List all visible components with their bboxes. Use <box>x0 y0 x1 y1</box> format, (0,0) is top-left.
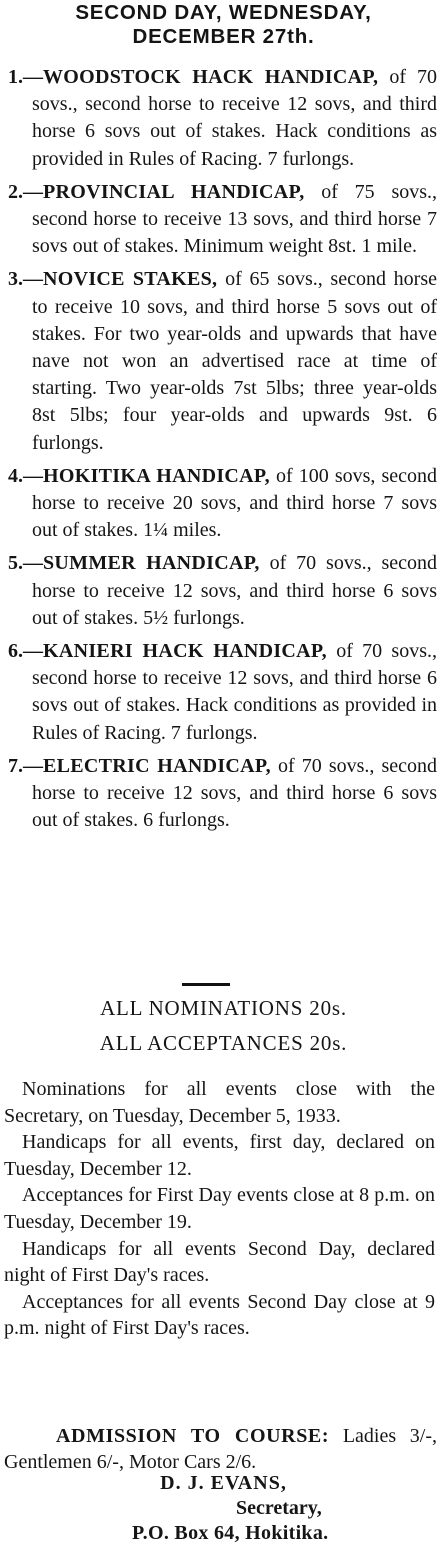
note-paragraph: Handicaps for all events Second Day, declared night of First Day's races. <box>4 1237 435 1287</box>
notes-block <box>0 1076 447 1342</box>
race-number: 3.— <box>8 268 43 291</box>
race-number: 2.— <box>8 180 43 203</box>
nominations-fee: ALL NOMINATIONS 20s. <box>100 996 347 1020</box>
race-conditions: of 70 sovs., second horse to receive 12 sovs, and third horse 6 sovs out of stakes. Hack conditions as provided in Rules of Racing. 7 furlongs. <box>32 640 437 744</box>
admission-paragraph <box>0 1423 447 1475</box>
race-name: PROVINCIAL HANDICAP, <box>43 180 305 203</box>
race-item <box>0 179 447 261</box>
race-conditions: of 70 sovs., second horse to receive 12 sovs, and third horse 6 sovs out of stakes. 6 furlongs. <box>32 754 438 832</box>
race-item <box>0 266 447 456</box>
race-item <box>0 638 447 747</box>
race-number: 1.— <box>8 66 43 88</box>
race-name: KANIERI HACK HANDICAP, <box>43 640 327 663</box>
race-number: 5.— <box>8 552 43 575</box>
secretary-name: D. J. EVANS, <box>160 1472 287 1494</box>
note-paragraph: Nominations for all events close with the Secretary, on Tuesday, December 5, 1933. <box>4 1078 435 1127</box>
secretary-title: Secretary, <box>236 1497 322 1519</box>
race-number: 6.— <box>8 640 43 663</box>
race-number: 7.— <box>8 754 43 777</box>
date-heading: DECEMBER 27th. <box>132 25 315 48</box>
race-name: SUMMER HANDICAP, <box>43 552 260 575</box>
race-name: NOVICE STAKES, <box>43 268 218 291</box>
admission-heading: ADMISSION TO COURSE: <box>56 1425 330 1447</box>
race-list <box>0 64 447 840</box>
postal-address: P.O. Box 64, Hokitika. <box>132 1522 329 1544</box>
acceptances-fee: ALL ACCEPTANCES 20s. <box>99 1031 348 1055</box>
race-name: HOKITIKA HANDICAP, <box>43 464 270 487</box>
note-paragraph: Handicaps for all events, first day, declared on Tuesday, December 12. <box>4 1131 435 1180</box>
race-item <box>0 64 447 173</box>
race-conditions: of 70 sovs., second horse to receive 12 sovs, and third horse 6 sovs out of stakes. 5½ furlongs. <box>32 552 438 629</box>
race-item <box>0 463 447 545</box>
note-paragraph: Acceptances for all events Second Day close at 9 p.m. night of First Day's races. <box>4 1290 435 1340</box>
section-divider <box>182 983 230 986</box>
race-conditions: of 100 sovs, second horse to receive 20 sovs, and third horse 7 sovs out of stakes. 1¼ miles. <box>32 464 438 542</box>
race-name: WOODSTOCK HACK HANDICAP, <box>43 66 379 88</box>
race-number: 4.— <box>8 464 43 487</box>
race-item <box>0 753 447 835</box>
race-conditions: of 70 sovs., second horse to receive 12 sovs, and third horse 6 sovs out of stakes. Hack conditions as provided in Rules of Racing. 7 furlongs. <box>32 66 437 170</box>
day-heading: SECOND DAY, WEDNESDAY, <box>75 1 372 24</box>
admission-prices: Ladies 3/-, Gentlemen 6/-, Motor Cars 2/6. <box>4 1425 438 1473</box>
race-conditions: of 75 sovs., second horse to receive 13 sovs, and third horse 7 sovs out of stakes. Minimum weight 8st. 1 mile. <box>32 180 438 258</box>
race-name: ELECTRIC HANDICAP, <box>43 754 271 777</box>
note-paragraph: Acceptances for First Day events close at 8 p.m. on Tuesday, December 19. <box>4 1184 435 1233</box>
race-conditions: of 65 sovs., second horse to receive 10 sovs, and third horse 5 sovs out of stakes. For two year-olds and upwards that have nave not won an advertised race at time of starting. Two year-olds 7st 5lbs; three year-olds 8st 5lbs; four year-olds and upwards 9st. 6 furlongs. <box>32 268 437 454</box>
race-item <box>0 550 447 632</box>
